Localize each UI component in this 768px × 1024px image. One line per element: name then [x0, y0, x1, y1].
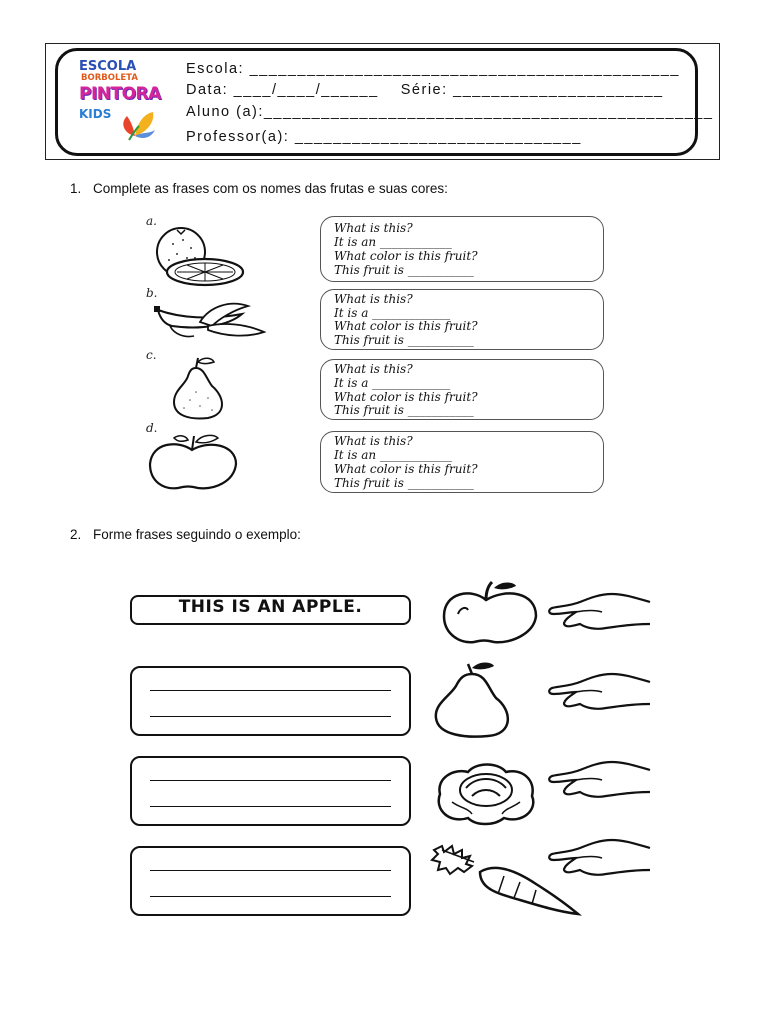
orange-icon — [143, 222, 253, 290]
card-b-line1: What is this? — [334, 292, 413, 306]
answer-line[interactable] — [150, 896, 391, 897]
answer-line[interactable] — [150, 870, 391, 871]
card-c-line3: What color is this fruit? — [334, 390, 478, 404]
answer-box-2[interactable] — [130, 756, 411, 826]
answer-box-3[interactable] — [130, 846, 411, 916]
date-series-field[interactable]: Data: ____/____/______ Série: ______________________ — [186, 82, 664, 98]
pointing-hand-icon — [540, 668, 652, 716]
item-letter-b: b. — [146, 286, 158, 300]
card-c-line1: What is this? — [334, 362, 413, 376]
example-sentence: THIS IS AN APPLE. — [178, 597, 363, 617]
pear-icon — [160, 356, 250, 422]
school-field[interactable]: Escola: _____________________________________________ — [186, 61, 680, 77]
logo-kids: KIDS — [79, 107, 112, 121]
item-letter-a: a. — [146, 214, 157, 228]
apple-icon — [142, 430, 252, 492]
butterfly-icon — [115, 106, 159, 142]
card-a-line4[interactable]: This fruit is ___________ — [334, 263, 474, 277]
card-a-line3: What color is this fruit? — [334, 249, 478, 263]
logo-escola: ESCOLA — [79, 59, 137, 74]
card-d-line4[interactable]: This fruit is ___________ — [334, 476, 474, 490]
question1-text: Complete as frases com os nomes das frutas e suas cores: — [93, 181, 448, 196]
card-b-line2[interactable]: It is a _____________ — [334, 306, 451, 320]
logo-pintora: PINTORA — [79, 84, 161, 104]
lettuce-icon — [432, 758, 542, 828]
pointing-hand-icon — [540, 588, 652, 636]
item-letter-c: c. — [146, 348, 157, 362]
item-letter-d: d. — [146, 421, 158, 435]
card-b-line3: What color is this fruit? — [334, 319, 478, 333]
card-a-line1: What is this? — [334, 221, 413, 235]
card-a-line2[interactable]: It is an ____________ — [334, 235, 452, 249]
card-c-line2[interactable]: It is a _____________ — [334, 376, 451, 390]
card-c-line4[interactable]: This fruit is ___________ — [334, 403, 474, 417]
pointing-hand-icon — [540, 756, 652, 804]
card-d-line1: What is this? — [334, 434, 413, 448]
answer-line[interactable] — [150, 780, 391, 781]
answer-line[interactable] — [150, 806, 391, 807]
question1-number: 1. — [70, 181, 82, 196]
pear-icon — [432, 660, 532, 740]
banana-icon — [150, 296, 270, 342]
apple-icon — [438, 578, 542, 646]
pointing-hand-icon — [540, 834, 652, 882]
card-d-line3: What color is this fruit? — [334, 462, 478, 476]
answer-box-1[interactable] — [130, 666, 411, 736]
logo-borboleta: BORBOLETA — [81, 73, 138, 83]
teacher-field[interactable]: Professor(a): ______________________________ — [186, 129, 582, 145]
question2-text: Forme frases seguindo o exemplo: — [93, 527, 301, 542]
question2-number: 2. — [70, 527, 82, 542]
school-logo — [75, 56, 175, 146]
student-field[interactable]: Aluno (a):_______________________________________________ — [186, 104, 714, 120]
answer-line[interactable] — [150, 716, 391, 717]
card-b-line4[interactable]: This fruit is ___________ — [334, 333, 474, 347]
card-d-line2[interactable]: It is an ____________ — [334, 448, 452, 462]
answer-line[interactable] — [150, 690, 391, 691]
